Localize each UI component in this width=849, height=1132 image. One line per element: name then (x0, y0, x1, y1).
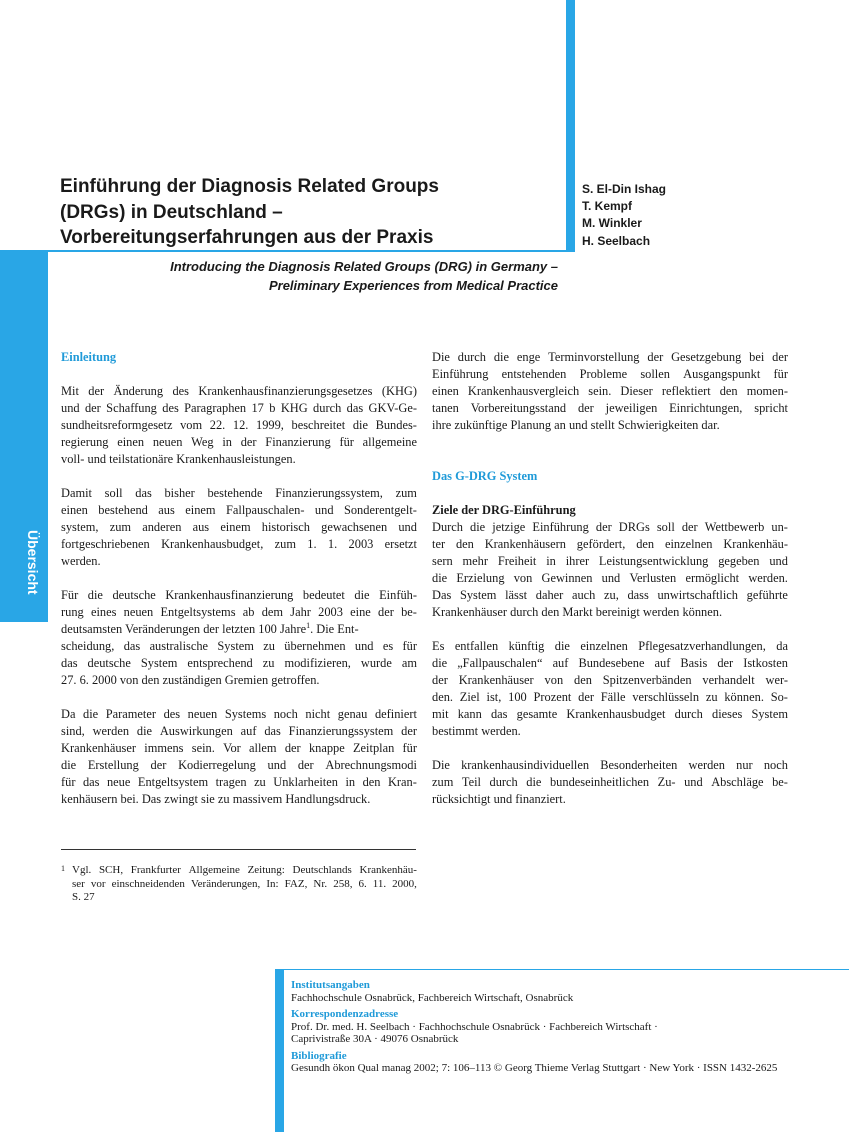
text-line: voll- und teilstationäre Krankenhausleistungen. (61, 452, 296, 466)
text-line: die „Fallpauschalen“ auf Bundesebene auf Basis der Istkosten (432, 656, 788, 670)
text-line: für das neue Entgeltsystem tragen zu Unklarheiten in den Kran- (61, 775, 417, 789)
text-line: tanen Vorbereitungsstand der jeweiligen Einrichtungen, spricht (432, 401, 788, 415)
text-line: kenhäusern bei. Das zwingt sie zu massivem Handlungsdruck. (61, 792, 371, 806)
text-line: Die durch die enge Terminvorstellung der Gesetzgebung bei der (432, 350, 788, 364)
title-line: (DRGs) in Deutschland – (60, 201, 283, 223)
section-heading-einleitung: Einleitung (61, 350, 117, 364)
text-line: 27. 6. 2000 von den zuständigen Gremien getroffen. (61, 673, 320, 687)
footnote-line: S. 27 (72, 891, 95, 903)
footnote-line: ser vor einschneidenden Veränderungen, In: FAZ, Nr. 258, 6. 11. 2000, (72, 877, 417, 890)
footnote-rule (61, 849, 416, 850)
text-line: Mit der Änderung des Krankenhausfinanzierungsgesetzes (KHG) (61, 384, 417, 398)
text-line: Da die Parameter des neuen Systems noch nicht genau definiert (61, 707, 417, 721)
title-line: Vorbereitungserfahrungen aus der Praxis (60, 227, 434, 248)
author-list (582, 181, 666, 250)
subtitle-line: Introducing the Diagnosis Related Groups (DRG) in Germany – (170, 259, 558, 274)
text-line: rung eines neuen Entgeltsystems ab dem Jahr 2003 eine der be- (61, 605, 417, 619)
left-column (61, 349, 417, 808)
info-box (291, 979, 831, 1079)
info-box-rule (275, 969, 849, 970)
text-line: das deutsche System entsprechend zu modifizieren, wurde am (61, 656, 417, 670)
text-line: Für die deutsche Krankenhausfinanzierung bedeutet die Einfüh- (61, 588, 417, 602)
text-line: scheidung, das australische System zu übernehmen und es für (61, 639, 417, 653)
text-line: Die krankenhausindividuellen Besonderheiten werden nur noch (432, 758, 788, 772)
side-tab (0, 252, 48, 859)
text-line: regierung einen neuen Weg in der Finanzierung für allgemeine (61, 435, 417, 449)
subsection-heading: Ziele der DRG-Einführung (432, 503, 576, 517)
text-line (61, 621, 417, 638)
text-line: einen bestehend aus einem Fallpauschalen- und Sonderentgelt- (61, 503, 417, 517)
text-line: die Erstellung der Kodierregelung und der Abrechnungsmodi (61, 758, 417, 772)
text-line: Einführung entstehenden Probleme sollen Ausgangspunkt für (432, 367, 788, 381)
text-line: rücksichtigt und finanziert. (432, 792, 566, 806)
right-column (432, 349, 788, 808)
section-heading-g-drg: Das G-DRG System (432, 469, 538, 483)
text-line: Krankenhäuser immens sein. Vor allem der knappe Zeitplan für (61, 741, 417, 755)
text-line: sern mehr Freiheit in ihrer Leistungsentwicklung gegeben und (432, 554, 788, 568)
english-subtitle (120, 257, 558, 295)
bibliography-heading: Bibliografie (291, 1049, 347, 1062)
text-fragment: . Die Ent- (310, 622, 359, 636)
address-line: Prof. Dr. med. H. Seelbach · Fachhochschule Osnabrück · Fachbereich Wirtschaft · (291, 1020, 658, 1033)
text-line: fortgeschriebenen Krankenhausbudget, zum 1. 1. 2003 ersetzt (61, 537, 417, 551)
page-number: 106 (13, 845, 35, 859)
author: H. Seelbach (582, 233, 651, 248)
institution-text: Fachhochschule Osnabrück, Fachbereich Wirtschaft, Osnabrück (291, 991, 574, 1004)
author: T. Kempf (582, 199, 633, 214)
article-title (60, 174, 560, 251)
address-line: Caprivistraße 30A · 49076 Osnabrück (291, 1033, 459, 1045)
institution-heading: Institutsangaben (291, 979, 370, 991)
text-fragment: deutsamsten Veränderungen der letzten 100 Jahre (61, 622, 307, 636)
footnote-mark: 1 (61, 864, 65, 873)
subtitle-line: Preliminary Experiences from Medical Practice (268, 278, 558, 293)
text-line: Krankenhäuser durch den Markt bereinigt werden können. (432, 605, 723, 619)
info-box-bar (275, 969, 284, 1132)
text-line: ihre zukünftige Planung an und stellt Schwierigkeiten dar. (432, 418, 720, 432)
text-line: einen Krankenhausvergleich sein. Dieser reflektiert den momen- (432, 384, 788, 398)
text-line: system, zum anderen aus einem historisch gewachsenen und (61, 520, 417, 534)
text-line: sundheitsreformgesetz vom 22. 12. 1999, beschreitet die Bundes- (61, 418, 417, 432)
title-line: Einführung der Diagnosis Related Groups (60, 176, 439, 197)
text-line: bestimmt werden. (432, 724, 521, 738)
footnote-line: Vgl. SCH, Frankfurter Allgemeine Zeitung: Deutschlands Krankenhäu- (72, 864, 417, 876)
text-line: ter den Krankenhäusern gefördert, den einzelnen Krankenhäu- (432, 537, 788, 551)
text-line: werden. (61, 554, 101, 568)
text-line: die Erzielung von Gewinnen und Verlusten ermöglicht werden. (432, 571, 788, 585)
text-line: sind, werden die Auswirkungen auf das Finanzierungssystem der (61, 724, 417, 738)
top-accent-bar (566, 0, 575, 251)
text-line: und der Schaffung des Paragraphen 17 b KHG durch das GKV-Ge- (61, 401, 417, 415)
section-label: Übersicht (25, 529, 41, 595)
author: M. Winkler (582, 216, 642, 231)
text-line: der Krankenhäuser von den Spitzenverbänden verhandelt wer- (432, 673, 788, 687)
footnote-ref[interactable]: 1 (306, 620, 311, 630)
text-line: Durch die jetzige Einführung der DRGs soll der Wettbewerb un- (432, 520, 788, 534)
text-line: mit kann das gesamte Krankenhausbudget durch dieses System (432, 707, 788, 721)
text-line: zum Teil durch die bundeseinheitlichen Zu- und Abschläge be- (432, 775, 788, 789)
text-line: Es entfallen künftig die einzelnen Pflegesatzverhandlungen, da (432, 639, 788, 653)
author: S. El-Din Ishag (582, 182, 667, 196)
bibliography-text: Gesundh ökon Qual manag 2002; 7: 106–113 © Georg Thieme Verlag Stuttgart · New York · ISSN 1432-2625 (291, 1062, 778, 1074)
text-line: Das System lässt daher auch zu, dass unwirtschaftlich geführte (432, 588, 788, 602)
address-heading: Korrespondenzadresse (291, 1008, 399, 1020)
text-line: den. Ziel ist, 100 Prozent der Fälle verschlüsseln zu können. So- (432, 690, 788, 704)
text-line: Damit soll das bisher bestehende Finanzierungssystem, zum (61, 486, 417, 500)
footnote (61, 864, 417, 905)
